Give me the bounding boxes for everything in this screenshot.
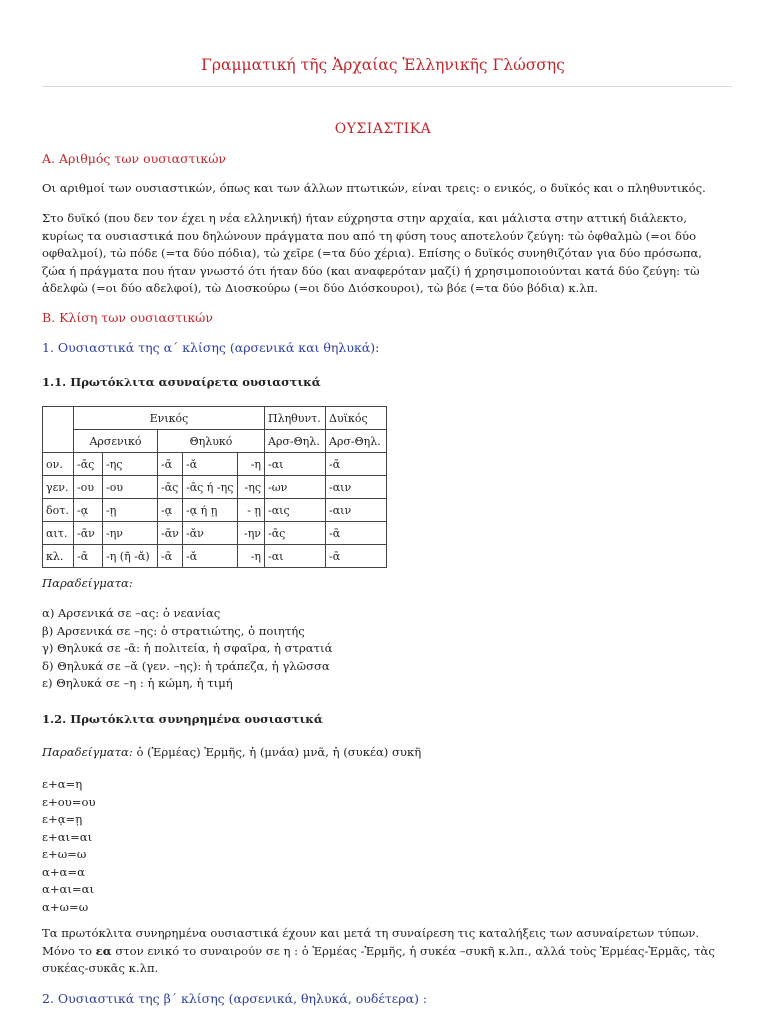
document-title: Γραμματική τῆς Ἀρχαίας Ἑλληνικῆς Γλώσσης — [201, 56, 565, 74]
ending-cell: -ᾱ — [158, 453, 183, 476]
ending-cell: -ᾱς — [74, 453, 103, 476]
header-feminine: Θηλυκό — [158, 430, 265, 453]
ending-cell: -ᾳ ή ῃ — [183, 499, 238, 522]
ending-cell: -ᾱς — [158, 476, 183, 499]
heading-section-b: Β. Κλίση των ουσιαστικών — [42, 310, 213, 325]
ending-cell: -ᾱ — [74, 545, 103, 568]
heading-first-declension: 1. Ουσιαστικά της α΄ κλίσης (αρσενικά και θηλυκά): — [42, 340, 380, 355]
ending-cell: -ᾳ — [74, 499, 103, 522]
header-masc-fem: Αρσ-Θηλ. — [326, 430, 387, 453]
ending-cell: -αις — [265, 499, 326, 522]
list-item: ε+α=η — [42, 777, 83, 791]
paragraph-dual-line: ζώα ή πράγματα που ήταν γνωστό ότι ήταν δύο (και αναφερόταν μαζί) ή χρησιμοποιούνται κατά δύο ζεύγη: τὼ — [42, 263, 700, 278]
header-plural: Πληθυντ. — [265, 407, 326, 430]
paragraph-dual-line: Στο δυϊκό (που δεν τον έχει η νέα ελληνική) ήταν εύχρηστα στην αρχαία, και μάλιστα στην αττική διάλεκτο, — [42, 211, 687, 225]
ending-cell: -αιν — [326, 476, 387, 499]
ending-cell: -ᾱν — [158, 522, 183, 545]
text-span: Μόνο το — [42, 943, 96, 958]
ending-cell: -αι — [265, 545, 326, 568]
examples2-label: Παραδείγματα: — [42, 745, 133, 759]
table-row — [43, 453, 387, 476]
ending-cell: -ᾱ — [326, 453, 387, 476]
ending-cell: -ᾱς — [265, 522, 326, 545]
ending-cell: -η (ῆ -ᾰ) — [103, 545, 158, 568]
ending-cell: -ων — [265, 476, 326, 499]
header-singular: Ενικός — [74, 407, 265, 430]
case-cell: αιτ. — [43, 522, 74, 545]
examples-label: Παραδείγματα: — [42, 576, 133, 590]
paragraph-line: συκέας-συκᾶς κ.λπ. — [42, 961, 159, 975]
list-item: ε) Θηλυκά σε –η : ἡ κώμη, ἡ τιμή — [42, 676, 233, 690]
ending-cell: -ου — [103, 476, 158, 499]
ending-cell: -ᾱς ή -ης — [183, 476, 238, 499]
case-cell: γεν. — [43, 476, 74, 499]
ending-cell: -ᾰν — [183, 522, 238, 545]
ending-cell: -ᾳ — [158, 499, 183, 522]
list-item: α+ω=ω — [42, 899, 89, 914]
ending-cell: - ῃ — [238, 499, 265, 522]
ending-cell: -ην — [238, 522, 265, 545]
ending-cell: -ης — [103, 453, 158, 476]
list-item: α) Αρσενικά σε –ας: ὁ νεανίας — [42, 606, 221, 620]
ending-cell: -ην — [103, 522, 158, 545]
list-item: ε+ου=ου — [42, 794, 96, 809]
examples-list — [42, 605, 332, 693]
ending-cell: -ᾰ — [183, 545, 238, 568]
title-divider — [42, 86, 732, 87]
table-row — [43, 499, 387, 522]
paragraph-dual-line: οφθαλμοί), τὼ πόδε (=τα δύο πόδια), τὼ χεῖρε (=τα δύο χέρια). Επίσης ο δυϊκός συνηθιζόταν για δύο πρόσωπα, — [42, 246, 702, 260]
text-span: στον ενικό το συναιρούν σε η : ὁ Ἑρμέας -Ἑρμῆς, ἡ συκέα –συκῆ κ.λπ., αλλά τοὺς Ἑρμέας-Ἑρμᾶς, τὰς — [111, 943, 715, 958]
list-item: δ) Θηλυκά σε –ᾰ (γεν. –ης): ἡ τράπεζα, ἡ γλῶσσα — [42, 658, 330, 673]
header-masc-fem: Αρσ-Θηλ. — [265, 430, 326, 453]
ending-cell: -αι — [265, 453, 326, 476]
heading-section-a: Α. Αριθμός των ουσιαστικών — [42, 151, 227, 166]
paragraph-contracted — [42, 925, 732, 978]
ending-cell: -η — [238, 545, 265, 568]
examples2-line — [42, 744, 732, 762]
section-title: ΟΥΣΙΑΣΤΙΚΑ — [334, 121, 432, 137]
paragraph-line — [42, 943, 732, 961]
table-row — [43, 522, 387, 545]
heading-contracted: 1.2. Πρωτόκλιτα συνηρημένα ουσιαστικά — [42, 712, 323, 726]
heading-second-declension: 2. Ουσιαστικά της β΄ κλίσης (αρσενικά, θηλυκά, ουδέτερα) : — [42, 991, 428, 1006]
header-dual: Δυϊκός — [326, 407, 387, 430]
paragraph-dual-line: κυρίως τα ουσιαστικά που δηλώνουν πράγματα που από τη φύση τους αποτελούν ζεύγη: τὼ ὀφθαλμὼ (=οι δύο — [42, 228, 697, 243]
list-item: ε+ω=ω — [42, 847, 87, 861]
ending-cell: -ᾱ — [158, 545, 183, 568]
ending-cell: -ᾱ — [326, 522, 387, 545]
list-item: α+α=α — [42, 864, 85, 879]
list-item: ε+ᾳ=ῃ — [42, 812, 83, 826]
list-item: ε+αι=αι — [42, 829, 93, 844]
contractions-list — [42, 776, 96, 916]
case-cell: ον. — [43, 453, 74, 476]
ending-cell: -ᾰ — [183, 453, 238, 476]
examples2-text: ὁ (Ἑρμέας) Ἑρμῆς, ἡ (μνάα) μνᾶ, ἡ (συκέα) συκῆ — [132, 745, 422, 759]
table-corner — [43, 407, 74, 453]
ending-cell: -ᾱν — [74, 522, 103, 545]
declension-table — [42, 406, 387, 568]
ending-cell: -αιν — [326, 499, 387, 522]
list-item: γ) Θηλυκά σε -ᾱ: ἡ πολιτεία, ἡ σφαῖρα, ἡ στρατιά — [42, 641, 333, 655]
ending-cell: -ῃ — [103, 499, 158, 522]
table-row — [43, 476, 387, 499]
paragraph-dual — [42, 210, 732, 298]
table-row — [43, 545, 387, 568]
ending-cell: -ου — [74, 476, 103, 499]
bold-span: εα — [95, 943, 112, 958]
header-masculine: Αρσενικό — [74, 430, 158, 453]
list-item: β) Αρσενικά σε –ης: ὁ στρατιώτης, ὁ ποιητής — [42, 623, 305, 638]
ending-cell: -ης — [238, 476, 265, 499]
ending-cell: -η — [238, 453, 265, 476]
case-cell: κλ. — [43, 545, 74, 568]
paragraph-numbers: Οι αριθμοί των ουσιαστικών, όπως και των άλλων πτωτικών, είναι τρεις: ο ενικός, ο δυϊκός και ο πληθυντικός. — [42, 181, 706, 195]
paragraph-line: Τα πρωτόκλιτα συνηρημένα ουσιαστικά έχουν και μετά τη συναίρεση τις καταλήξεις των ασυναίρετων τύπων. — [42, 926, 700, 940]
list-item: α+αι=αι — [42, 882, 95, 896]
ending-cell: -ᾱ — [326, 545, 387, 568]
paragraph-dual-line: ἀδελφὼ (=οι δύο αδελφοί), τὼ Διοσκούρω (=οι δύο Διόσκουροι), τὼ βόε (=τα δύο βόδια) κ.λπ. — [42, 281, 598, 295]
case-cell: δοτ. — [43, 499, 74, 522]
heading-uncontracted: 1.1. Πρωτόκλιτα ασυναίρετα ουσιαστικά — [42, 375, 321, 389]
